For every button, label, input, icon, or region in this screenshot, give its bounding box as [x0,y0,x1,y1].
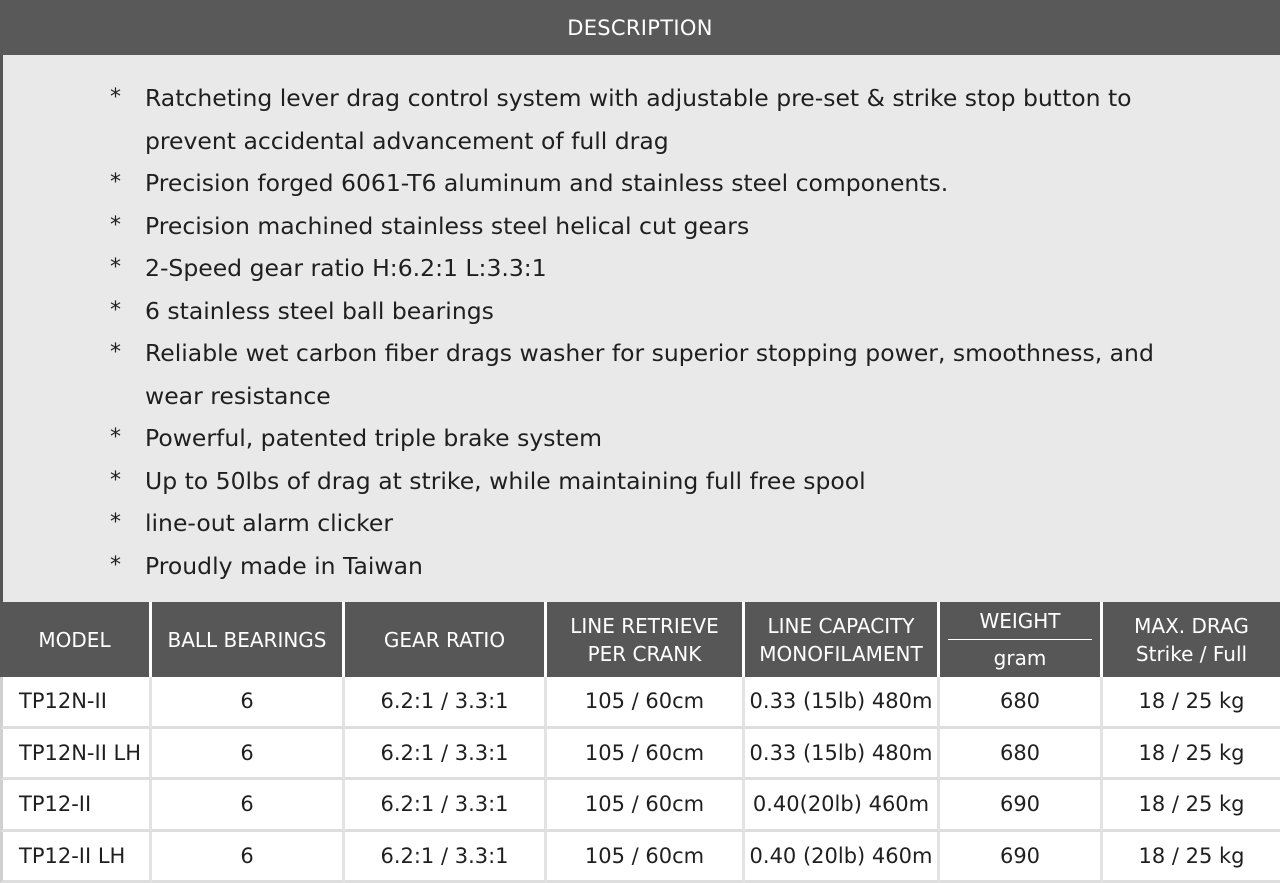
feature-item [3,162,1280,205]
cell-gear-ratio: 6.2:1 / 3.3:1 [345,832,547,883]
header-gear-ratio: GEAR RATIO [345,602,547,677]
cell-ball-bearings: 6 [152,677,345,729]
header-line-capacity: LINE CAPACITY MONOFILAMENT [745,602,940,677]
feature-list [3,55,1280,587]
cell-max-drag: 18 / 25 kg [1103,677,1280,729]
cell-line-capacity: 0.40 (20lb) 460m [745,832,940,883]
bullet-star: * [110,545,145,588]
cell-gear-ratio: 6.2:1 / 3.3:1 [345,729,547,781]
bullet-star: * [110,460,145,503]
feature-item [3,417,1280,460]
feature-text: Precision forged 6061-T6 aluminum and stainless steel components. [145,162,1205,205]
feature-text: Up to 50lbs of drag at strike, while maintaining full free spool [145,460,1205,503]
cell-ball-bearings: 6 [152,832,345,883]
cell-gear-ratio: 6.2:1 / 3.3:1 [345,677,547,729]
cell-line-retrieve: 105 / 60cm [547,780,745,832]
feature-item [3,502,1280,545]
feature-item [3,290,1280,333]
cell-line-retrieve: 105 / 60cm [547,729,745,781]
feature-item [3,205,1280,248]
bullet-star: * [110,502,145,545]
table-row [0,832,1280,883]
feature-text: Ratcheting lever drag control system with adjustable pre-set & strike stop button to prevent accidental advancement of full drag [145,77,1205,162]
cell-weight: 690 [940,780,1103,832]
bullet-star: * [110,247,145,290]
description-panel [0,55,1280,602]
bullet-star: * [110,332,145,375]
feature-item [3,77,1280,162]
cell-max-drag: 18 / 25 kg [1103,729,1280,781]
feature-text: Reliable wet carbon fiber drags washer for superior stopping power, smoothness, and wear resistance [145,332,1205,417]
cell-line-retrieve: 105 / 60cm [547,832,745,883]
header-max-drag: MAX. DRAG Strike / Full [1103,602,1280,677]
cell-line-capacity: 0.40(20lb) 460m [745,780,940,832]
bullet-star: * [110,417,145,460]
cell-weight: 680 [940,677,1103,729]
bullet-star: * [110,162,145,205]
feature-text: Powerful, patented triple brake system [145,417,1205,460]
table-row [0,677,1280,729]
cell-gear-ratio: 6.2:1 / 3.3:1 [345,780,547,832]
description-title: DESCRIPTION [567,16,712,40]
feature-text: Proudly made in Taiwan [145,545,1205,588]
cell-line-capacity: 0.33 (15lb) 480m [745,729,940,781]
bullet-star: * [110,77,145,120]
cell-line-retrieve: 105 / 60cm [547,677,745,729]
header-line-retrieve: LINE RETRIEVE PER CRANK [547,602,745,677]
cell-model: TP12N-II [0,677,152,729]
header-weight: WEIGHT gram [940,602,1103,677]
cell-model: TP12-II [0,780,152,832]
cell-model: TP12N-II LH [0,729,152,781]
spec-table-header [0,602,1280,677]
cell-ball-bearings: 6 [152,780,345,832]
bullet-star: * [110,290,145,333]
table-row [0,729,1280,781]
cell-weight: 690 [940,832,1103,883]
cell-ball-bearings: 6 [152,729,345,781]
feature-item [3,545,1280,588]
feature-text: Precision machined stainless steel helical cut gears [145,205,1205,248]
feature-text: 2-Speed gear ratio H:6.2:1 L:3.3:1 [145,247,1205,290]
spec-table-body [0,677,1280,883]
cell-weight: 680 [940,729,1103,781]
feature-item [3,332,1280,417]
feature-text: line-out alarm clicker [145,502,1205,545]
table-row [0,780,1280,832]
spec-table [0,602,1280,883]
feature-item [3,247,1280,290]
feature-item [3,460,1280,503]
bullet-star: * [110,205,145,248]
header-ball-bearings: BALL BEARINGS [152,602,345,677]
cell-max-drag: 18 / 25 kg [1103,780,1280,832]
description-header [0,0,1280,55]
feature-text: 6 stainless steel ball bearings [145,290,1205,333]
cell-line-capacity: 0.33 (15lb) 480m [745,677,940,729]
header-model: MODEL [0,602,152,677]
cell-model: TP12-II LH [0,832,152,883]
cell-max-drag: 18 / 25 kg [1103,832,1280,883]
